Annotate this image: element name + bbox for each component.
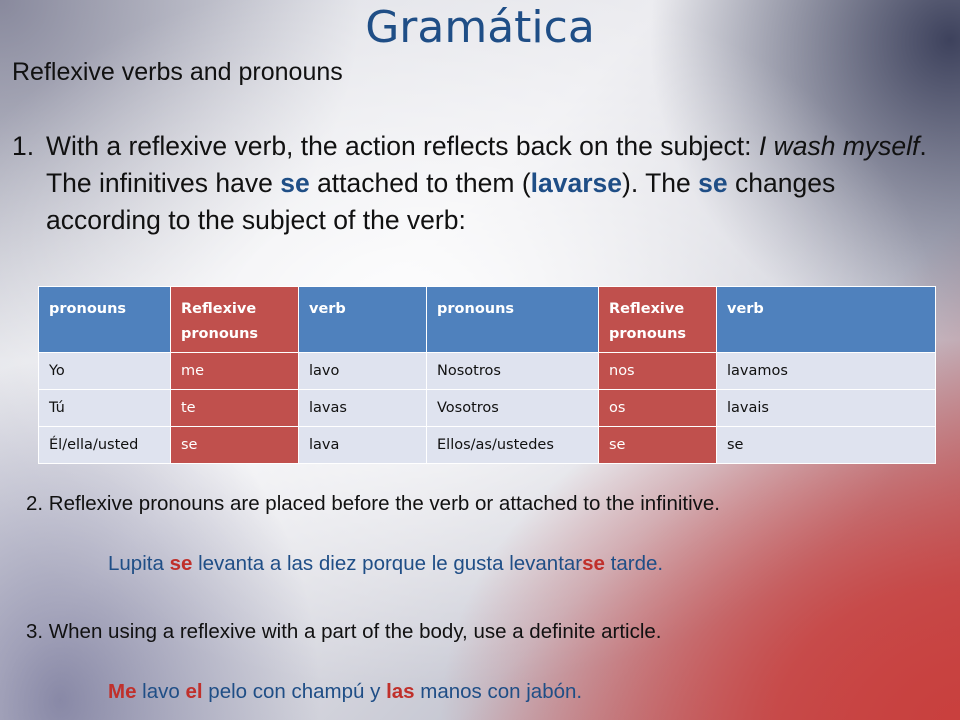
table-cell: Vosotros [427, 390, 599, 427]
header-label: pronouns [49, 301, 127, 317]
table-cell: Ellos/as/ustedes [427, 427, 599, 464]
table-cell: se [717, 427, 936, 464]
point-1-se-highlight-2: se [698, 168, 728, 198]
example-text: tarde. [604, 552, 664, 575]
header-reflexive-pronouns-1 [171, 287, 299, 353]
header-verb-1 [299, 287, 427, 353]
table-cell: lava [299, 427, 427, 464]
table-cell: se [599, 427, 717, 464]
example-highlight: se [169, 552, 193, 575]
table-cell: Nosotros [427, 353, 599, 390]
example-text: manos con jabón. [414, 680, 583, 703]
table-cell: me [171, 353, 299, 390]
point-1-text-a: With a reflexive verb, the action reflects back on the subject: [46, 131, 759, 161]
table-cell: Yo [39, 353, 171, 390]
slide-subtitle: Reflexive verbs and pronouns [12, 58, 343, 86]
table-cell: os [599, 390, 717, 427]
table-cell: Él/ella/usted [39, 427, 171, 464]
table-cell: lavais [717, 390, 936, 427]
point-2-example [108, 552, 663, 576]
point-1-lavarse-highlight: lavarse [530, 168, 623, 198]
point-1-number: 1. [12, 131, 35, 161]
conjugation-table [38, 286, 936, 464]
point-1-se-highlight: se [280, 168, 310, 198]
table-cell: lavamos [717, 353, 936, 390]
header-label: verb [309, 301, 346, 317]
header-label: pronouns [437, 301, 515, 317]
example-highlight: se [582, 552, 605, 575]
example-text: Lupita [108, 552, 170, 575]
point-3-example [108, 680, 582, 704]
example-highlight: el [185, 680, 203, 703]
header-label: verb [727, 301, 764, 317]
example-highlight: Me [108, 680, 137, 703]
table-cell: Tú [39, 390, 171, 427]
example-text: pelo con champú y [202, 680, 387, 703]
header-pronouns-1 [39, 287, 171, 353]
header-label: Reflexive [609, 301, 685, 317]
point-2-text: 2. Reflexive pronouns are placed before the verb or attached to the infinitive. [26, 492, 721, 515]
table-header-row [39, 287, 936, 353]
header-label: pronouns [609, 326, 687, 342]
table-cell: lavo [299, 353, 427, 390]
header-verb-2 [717, 287, 936, 353]
table-cell: te [171, 390, 299, 427]
header-reflexive-pronouns-2 [599, 287, 717, 353]
point-1-text-c: attached to them ( [309, 168, 531, 198]
point-1 [12, 128, 942, 239]
table-cell: nos [599, 353, 717, 390]
point-1-italic: I wash myself [758, 131, 920, 161]
point-1-text-b: . The infinitives have [46, 131, 927, 198]
table-cell: se [171, 427, 299, 464]
point-3-text: 3. When using a reflexive with a part of the body, use a definite article. [26, 620, 662, 643]
table-row [39, 353, 936, 390]
header-label: Reflexive [181, 301, 257, 317]
table-row [39, 427, 936, 464]
point-1-text [46, 128, 942, 239]
point-1-text-d: ). The [622, 168, 699, 198]
table-row [39, 390, 936, 427]
table-cell: lavas [299, 390, 427, 427]
example-text: levanta a las diez porque le gusta levantar [192, 552, 583, 575]
header-pronouns-2 [427, 287, 599, 353]
header-label: pronouns [181, 326, 259, 342]
example-highlight: las [386, 680, 415, 703]
point-1-text-e: changes according to the subject of the verb: [46, 168, 836, 235]
example-text: lavo [136, 680, 186, 703]
slide-title: Gramática [365, 2, 595, 53]
